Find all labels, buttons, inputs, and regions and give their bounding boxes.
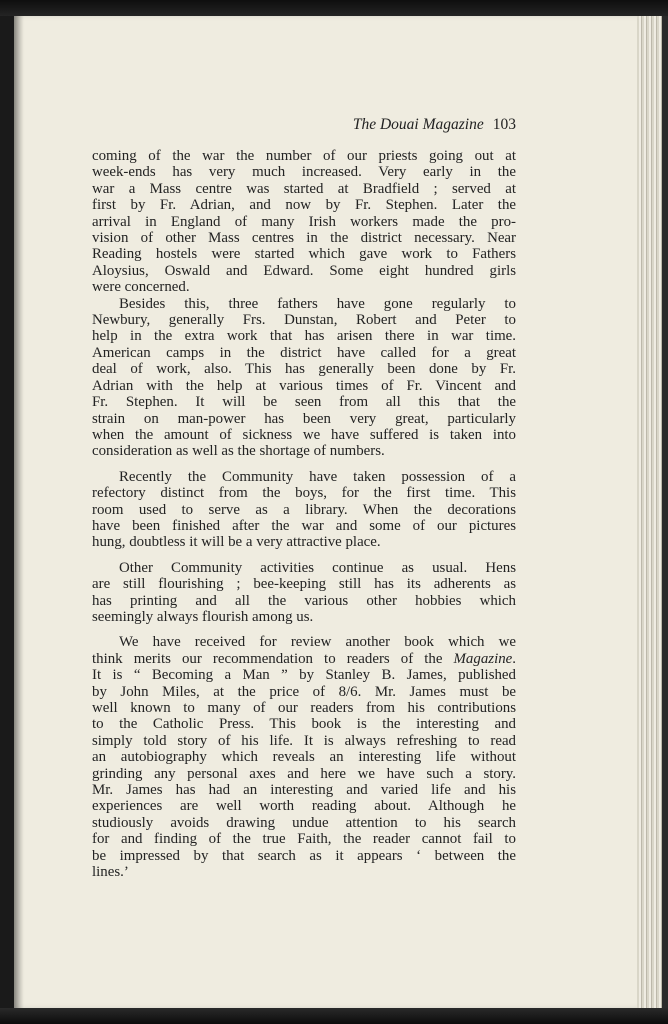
text-line: have been finished after the war and some of our pictures bbox=[92, 517, 516, 534]
paragraph-community-activities bbox=[92, 560, 516, 626]
text-line: experiences are well worth reading about. Although he bbox=[92, 798, 516, 815]
text-line: strain on man-power has been very great, particularly bbox=[92, 410, 516, 427]
text-line: simply told story of his life. It is always refreshing to read bbox=[92, 732, 516, 749]
text-line: Adrian with the help at various times of Fr. Vincent and bbox=[92, 377, 516, 394]
text-line: when the amount of sickness we have suffered is taken into bbox=[92, 426, 516, 443]
text-line: We have received for review another book which we bbox=[119, 634, 516, 651]
text-line: lines.’ bbox=[92, 864, 129, 881]
text-line: are still flourishing ; bee-keeping still has its adherents as bbox=[92, 576, 516, 593]
text-line: Other Community activities continue as usual. Hens bbox=[119, 559, 516, 576]
text-line: studiously avoids drawing undue attention to his search bbox=[92, 814, 516, 831]
text-line: seemingly always flourish among us. bbox=[92, 608, 314, 625]
text-line: American camps in the district have called for a great bbox=[92, 344, 516, 361]
body-text bbox=[92, 148, 516, 880]
text-line: It is “ Becoming a Man ” by Stanley B. James, published bbox=[92, 667, 516, 684]
scan-border-bottom bbox=[0, 1008, 668, 1024]
text-line: help in the extra work that has arisen there in war time. bbox=[92, 328, 516, 345]
text-line: Aloysius, Oswald and Edward. Some eight hundred girls bbox=[92, 262, 516, 279]
text-line: think merits our recommendation to readers of the Magazine. bbox=[92, 650, 516, 667]
magazine-title: The Douai Magazine bbox=[352, 116, 484, 133]
text-line: vision of other Mass centres in the district necessary. Near bbox=[92, 230, 516, 247]
text-line: Newbury, generally Frs. Dunstan, Robert and Peter to bbox=[92, 312, 516, 329]
text-line: refectory distinct from the boys, for the first time. This bbox=[92, 485, 516, 502]
text-line: war a Mass centre was started at Bradfield ; served at bbox=[92, 180, 516, 197]
scan-border-top bbox=[0, 0, 668, 16]
text-line: were concerned. bbox=[92, 279, 190, 296]
text-line: Besides this, three fathers have gone regularly to bbox=[119, 295, 516, 312]
page-edges bbox=[637, 16, 668, 1008]
text-line: for and finding of the true Faith, the reader cannot fail to bbox=[92, 831, 516, 848]
text-line: grinding any personal axes and here we have such a story. bbox=[92, 765, 516, 782]
paragraph-book-review bbox=[92, 634, 516, 880]
text-line: deal of work, also. This has generally been done by Fr. bbox=[92, 361, 516, 378]
text-line: week-ends has very much increased. Very early in the bbox=[92, 164, 516, 181]
text-line: has printing and all the various other hobbies which bbox=[92, 592, 516, 609]
text-line: Reading hostels were started which gave work to Fathers bbox=[92, 246, 516, 263]
paragraph-refectory bbox=[92, 469, 516, 551]
magazine-name-italic: Magazine bbox=[453, 650, 513, 667]
text-line: room used to serve as a library. When the decorations bbox=[92, 501, 516, 518]
gutter-shadow bbox=[14, 16, 24, 1008]
text-line: first by Fr. Adrian, and now by Fr. Stephen. Later the bbox=[92, 197, 516, 214]
page-number: 103 bbox=[492, 116, 516, 133]
text-line: by John Miles, at the price of 8/6. Mr. James must be bbox=[92, 683, 516, 700]
paragraph-newbury-work bbox=[92, 296, 516, 460]
running-head bbox=[310, 116, 516, 134]
text-line: hung, doubtless it will be a very attractive place. bbox=[92, 534, 381, 551]
text-line: Mr. James has had an interesting and varied life and his bbox=[92, 782, 516, 799]
text-line: Recently the Community have taken possession of a bbox=[119, 468, 516, 485]
paragraph-war-mass-centres bbox=[92, 148, 516, 296]
text-line: be impressed by that search as it appears ‘ between the bbox=[92, 847, 516, 864]
text-line: well known to many of our readers from his contributions bbox=[92, 700, 516, 716]
text-line: an autobiography which reveals an interesting life without bbox=[92, 749, 516, 766]
text-line: consideration as well as the shortage of numbers. bbox=[92, 443, 385, 460]
text-line: to the Catholic Press. This book is the interesting and bbox=[92, 716, 516, 733]
text-line: arrival in England of many Irish workers made the pro- bbox=[92, 213, 516, 230]
text-line: coming of the war the number of our priests going out at bbox=[92, 148, 516, 164]
text-line: Fr. Stephen. It will be seen from all this that the bbox=[92, 394, 516, 411]
